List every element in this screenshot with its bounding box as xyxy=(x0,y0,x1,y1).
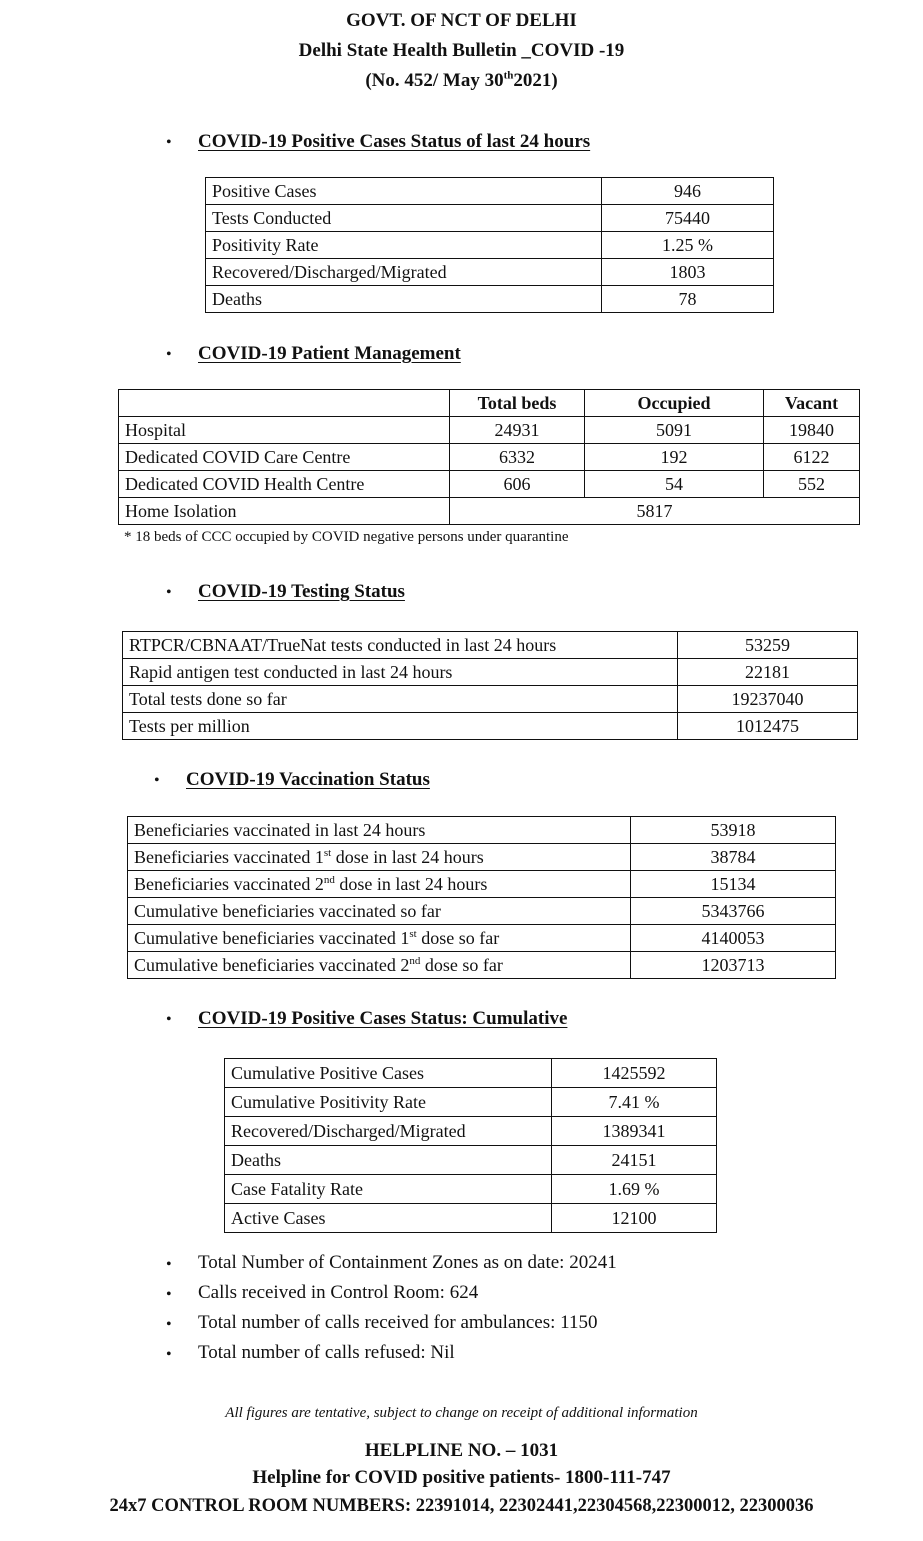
row-value: 38784 xyxy=(631,844,836,871)
vaccination-status-table xyxy=(127,816,836,979)
section-title-patient-management: COVID-19 Patient Management xyxy=(198,343,461,364)
table-row xyxy=(128,898,836,925)
row-value: 1012475 xyxy=(678,713,858,740)
row-label: RTPCR/CBNAAT/TrueNat tests conducted in last 24 hours xyxy=(123,632,678,659)
vacant-value: 6122 xyxy=(764,444,860,471)
table-row xyxy=(119,417,860,444)
table-row xyxy=(225,1117,717,1146)
row-value: 78 xyxy=(602,286,774,313)
cumulative-status-table xyxy=(224,1058,717,1233)
header-blank xyxy=(119,390,450,417)
control-room-numbers: 24x7 CONTROL ROOM NUMBERS: 22391014, 22302441,22304568,22300012, 22300036 xyxy=(109,1496,814,1516)
disclaimer: All figures are tentative, subject to change on receipt of additional information xyxy=(225,1405,698,1421)
row-value: 22181 xyxy=(678,659,858,686)
table-row xyxy=(123,686,858,713)
testing-status-table xyxy=(122,631,858,740)
total-beds-value: 606 xyxy=(450,471,585,498)
vacant-value: 552 xyxy=(764,471,860,498)
bullet-icon: • xyxy=(166,1011,172,1028)
row-label: Recovered/Discharged/Migrated xyxy=(206,259,602,286)
row-label: Active Cases xyxy=(225,1204,552,1233)
table-row xyxy=(206,205,774,232)
table-row xyxy=(119,498,860,525)
col-header-vacant: Vacant xyxy=(764,390,860,417)
table-row xyxy=(225,1088,717,1117)
row-label: Recovered/Discharged/Migrated xyxy=(225,1117,552,1146)
bullet-icon: • xyxy=(166,134,172,151)
section-title-testing: COVID-19 Testing Status xyxy=(198,581,405,602)
summary-ambulance-calls: Total number of calls received for ambulances: 1150 xyxy=(198,1312,598,1333)
bulletin-number: (No. 452/ May 30th2021) xyxy=(365,69,558,91)
table-row xyxy=(128,871,836,898)
row-label: Cumulative Positivity Rate xyxy=(225,1088,552,1117)
vacant-value: 19840 xyxy=(764,417,860,444)
row-label: Tests per million xyxy=(123,713,678,740)
row-value: 4140053 xyxy=(631,925,836,952)
table-row xyxy=(128,925,836,952)
row-label: Cumulative beneficiaries vaccinated 2nd dose so far xyxy=(128,952,631,979)
occupied-value: 5091 xyxy=(585,417,764,444)
table-row xyxy=(225,1175,717,1204)
bullet-icon: • xyxy=(166,346,172,363)
row-label: Total tests done so far xyxy=(123,686,678,713)
row-label: Rapid antigen test conducted in last 24 hours xyxy=(123,659,678,686)
section-title-vaccination: COVID-19 Vaccination Status xyxy=(186,769,430,790)
row-value: 5343766 xyxy=(631,898,836,925)
row-label: Cumulative beneficiaries vaccinated 1st dose so far xyxy=(128,925,631,952)
table-row xyxy=(206,178,774,205)
row-label: Beneficiaries vaccinated 2nd dose in last 24 hours xyxy=(128,871,631,898)
helpline-number: HELPLINE NO. – 1031 xyxy=(364,1440,559,1461)
row-value: 24151 xyxy=(552,1146,717,1175)
row-value: 1.69 % xyxy=(552,1175,717,1204)
total-beds-value: 24931 xyxy=(450,417,585,444)
positive-cases-24h-table xyxy=(205,177,774,313)
section-title-24h: COVID-19 Positive Cases Status of last 24 hours xyxy=(198,131,591,152)
table-header-row xyxy=(119,390,860,417)
bullet-icon: • xyxy=(166,584,172,601)
table-row xyxy=(123,713,858,740)
patient-management-table xyxy=(118,389,860,525)
bullet-icon: • xyxy=(166,1256,172,1273)
row-label: Tests Conducted xyxy=(206,205,602,232)
row-label: Dedicated COVID Care Centre xyxy=(119,444,450,471)
table-row xyxy=(206,286,774,313)
row-value: 946 xyxy=(602,178,774,205)
table-row xyxy=(123,659,858,686)
home-isolation-label: Home Isolation xyxy=(119,498,450,525)
table-row xyxy=(206,232,774,259)
table-row xyxy=(128,844,836,871)
row-value: 53259 xyxy=(678,632,858,659)
bulletin-title: Delhi State Health Bulletin _COVID -19 xyxy=(298,40,625,61)
col-header-occupied: Occupied xyxy=(585,390,764,417)
col-header-total-beds: Total beds xyxy=(450,390,585,417)
bullet-icon: • xyxy=(166,1316,172,1333)
row-value: 12100 xyxy=(552,1204,717,1233)
bullet-icon: • xyxy=(166,1346,172,1363)
bulletin-authority: GOVT. OF NCT OF DELHI xyxy=(346,10,577,31)
summary-calls-refused: Total number of calls refused: Nil xyxy=(198,1342,455,1363)
summary-containment-zones: Total Number of Containment Zones as on date: 20241 xyxy=(198,1252,617,1273)
table-row xyxy=(128,817,836,844)
row-value: 1.25 % xyxy=(602,232,774,259)
table-row xyxy=(225,1146,717,1175)
table-row xyxy=(119,471,860,498)
table-row xyxy=(123,632,858,659)
bullet-icon: • xyxy=(166,1286,172,1303)
row-value: 7.41 % xyxy=(552,1088,717,1117)
row-value: 1803 xyxy=(602,259,774,286)
row-label: Hospital xyxy=(119,417,450,444)
occupied-value: 192 xyxy=(585,444,764,471)
row-label: Dedicated COVID Health Centre xyxy=(119,471,450,498)
bullet-icon: • xyxy=(154,772,160,789)
row-label: Beneficiaries vaccinated 1st dose in last 24 hours xyxy=(128,844,631,871)
occupied-value: 54 xyxy=(585,471,764,498)
covid-helpline: Helpline for COVID positive patients- 1800-111-747 xyxy=(252,1467,671,1488)
home-isolation-value: 5817 xyxy=(450,498,860,525)
row-label: Deaths xyxy=(206,286,602,313)
row-label: Cumulative beneficiaries vaccinated so far xyxy=(128,898,631,925)
section-title-cumulative: COVID-19 Positive Cases Status: Cumulative xyxy=(198,1008,568,1029)
row-label: Positivity Rate xyxy=(206,232,602,259)
row-value: 1203713 xyxy=(631,952,836,979)
row-label: Deaths xyxy=(225,1146,552,1175)
row-label: Cumulative Positive Cases xyxy=(225,1059,552,1088)
quarantine-note: * 18 beds of CCC occupied by COVID negative persons under quarantine xyxy=(124,529,569,545)
summary-control-room-calls: Calls received in Control Room: 624 xyxy=(198,1282,479,1303)
table-row xyxy=(225,1204,717,1233)
table-row xyxy=(128,952,836,979)
row-label: Positive Cases xyxy=(206,178,602,205)
row-label: Case Fatality Rate xyxy=(225,1175,552,1204)
row-value: 75440 xyxy=(602,205,774,232)
total-beds-value: 6332 xyxy=(450,444,585,471)
row-label: Beneficiaries vaccinated in last 24 hours xyxy=(128,817,631,844)
table-row xyxy=(206,259,774,286)
row-value: 1389341 xyxy=(552,1117,717,1146)
table-row xyxy=(225,1059,717,1088)
table-row xyxy=(119,444,860,471)
row-value: 1425592 xyxy=(552,1059,717,1088)
row-value: 19237040 xyxy=(678,686,858,713)
row-value: 15134 xyxy=(631,871,836,898)
row-value: 53918 xyxy=(631,817,836,844)
